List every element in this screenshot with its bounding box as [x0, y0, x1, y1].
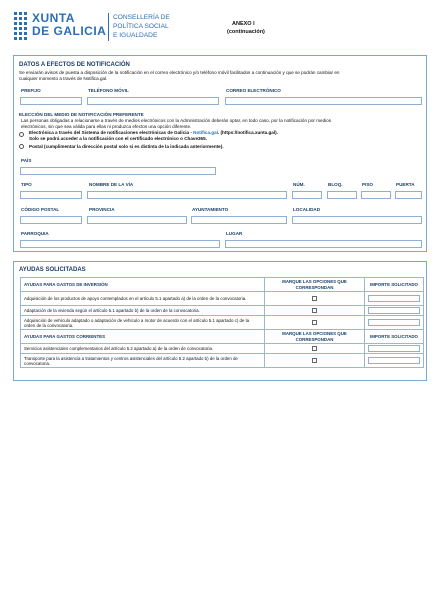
phone-label: TELÉFONO MÓVIL — [88, 88, 129, 93]
electronic-radio[interactable] — [19, 132, 24, 137]
page-header — [14, 10, 424, 46]
department-name: CONSELLERÍA DE POLÍTICA SOCIAL E IGUALDADE — [113, 14, 170, 40]
type-field[interactable] — [20, 191, 82, 199]
phone-field[interactable] — [87, 97, 219, 105]
logo-name: XUNTA DE GALICIA — [32, 11, 107, 38]
electronic-option-note: Solo se podrá acceder a la notificación con el certificado electrónico o Chave365. — [29, 136, 207, 141]
province-label: PROVINCIA — [89, 207, 115, 212]
option-checkbox[interactable] — [312, 308, 317, 313]
medio-text: Las personas obligadas a relacionarse a través de medios electrónicos con la Administración deberán optar, en todo caso, por la notificación por medios — [21, 118, 332, 123]
table-row — [21, 344, 424, 354]
option-checkbox[interactable] — [312, 358, 317, 363]
section-title: DATOS A EFECTOS DE NOTIFICACIÓN — [19, 62, 130, 68]
row-description: Adquisición de vehículo adaptado o adaptación de vehículo a motor de acuerdo con el artículo 5.1 apartado c) de la orden de la convocatoria. — [21, 316, 265, 330]
door-field[interactable] — [395, 191, 422, 199]
amount-header: IMPORTE SOLICITADO — [365, 330, 424, 344]
table-header-row — [21, 330, 424, 344]
place-field[interactable] — [225, 240, 422, 248]
options-header: MARQUE LAS OPCIONES QUE CORRESPONDAN — [265, 330, 365, 344]
locality-label: LOCALIDAD — [293, 207, 321, 212]
amount-header: IMPORTE SOLICITADO — [365, 278, 424, 292]
country-label: PAÍS — [21, 158, 32, 163]
notification-intro: cualquier momento a través de Notifica.gal. — [19, 76, 108, 81]
block-field[interactable] — [327, 191, 357, 199]
door-label: PUERTA — [396, 182, 415, 187]
prefix-label: PREFIJO — [21, 88, 41, 93]
floor-field[interactable] — [361, 191, 391, 199]
municipality-field[interactable] — [191, 216, 287, 224]
medio-text: electrónicos, sin que sea válida para ellas ni produzca efectos una opción diferente. — [21, 124, 192, 129]
municipality-label: AYUNTAMIENTO — [192, 207, 229, 212]
amount-field[interactable] — [368, 295, 420, 302]
medio-title: ELECCIÓN DEL MEDIO DE NOTIFICACIÓN PREFERENTE — [19, 112, 144, 117]
table-row — [21, 316, 424, 330]
notifica-link[interactable]: Notifica.gal — [193, 130, 218, 135]
block-label: BLOQ. — [328, 182, 343, 187]
option-checkbox[interactable] — [312, 346, 317, 351]
postal-option-label: Postal (cumplimentar la dirección postal solo si es distinta de la indicada anteriormente). — [29, 144, 224, 149]
amount-field[interactable] — [368, 307, 420, 314]
postal-code-field[interactable] — [20, 216, 82, 224]
postal-code-label: CÓDIGO POSTAL — [21, 207, 60, 212]
table-row — [21, 354, 424, 368]
table-row — [21, 292, 424, 306]
section-title: AYUDAS SOLICITADAS — [19, 267, 86, 273]
annex-title: ANEXO I — [232, 21, 255, 27]
street-label: NOMBRE DE LA VÍA — [89, 182, 134, 187]
province-field[interactable] — [87, 216, 187, 224]
xunta-logo-icon — [14, 12, 28, 42]
inversion-header: AYUDAS PARA GASTOS DE INVERSIÓN — [21, 278, 265, 292]
annex-continuation: (continuación) — [227, 29, 265, 35]
amount-field[interactable] — [368, 319, 420, 326]
options-header: MARQUE LAS OPCIONES QUE CORRESPONDAN — [265, 278, 365, 292]
corrientes-header: AYUDAS PARA GASTOS CORRIENTES — [21, 330, 265, 344]
amount-field[interactable] — [368, 345, 420, 352]
number-field[interactable] — [292, 191, 322, 199]
option-checkbox[interactable] — [312, 296, 317, 301]
locality-field[interactable] — [292, 216, 422, 224]
floor-label: PISO — [362, 182, 373, 187]
table-header-row — [21, 278, 424, 292]
electronic-option-label: Electrónica a través del Sistema de notificaciones electrónicas de Galicia - Notifica.gal. (https://notifica.xunta.gal). — [29, 130, 278, 135]
place-label: LUGAR — [226, 231, 243, 236]
street-field[interactable] — [87, 191, 287, 199]
notification-intro: Se enviarán avisos de puesta a disposición de la notificación en el correo electrónico y/o teléfono móvil facilitados a continuación y que se podrán cambiar en — [19, 70, 340, 75]
row-description: Adquisición de los productos de apoyo contemplados en el artículo 5.1 apartado a) de la orden de la convocatoria. — [21, 292, 265, 306]
type-label: TIPO — [21, 182, 32, 187]
logo-divider — [108, 13, 109, 41]
aid-table — [20, 277, 424, 368]
number-label: NÚM. — [293, 182, 305, 187]
option-checkbox[interactable] — [312, 320, 317, 325]
country-field[interactable] — [20, 167, 216, 175]
row-description: Adaptación de la vivienda según el artículo 5.1 apartado b) de la orden de la convocatoria. — [21, 306, 265, 316]
prefix-field[interactable] — [20, 97, 82, 105]
parish-field[interactable] — [20, 240, 220, 248]
notification-section — [13, 55, 427, 252]
email-field[interactable] — [225, 97, 422, 105]
parish-label: PARROQUIA — [21, 231, 49, 236]
row-description: Servicios asistenciales complementarios del artículo 5.2 apartado a) de la orden de convocatoria. — [21, 344, 265, 354]
postal-radio[interactable] — [19, 144, 24, 149]
email-label: CORREO ELECTRÓNICO — [226, 88, 281, 93]
amount-field[interactable] — [368, 357, 420, 364]
row-description: Transporte para la asistencia a tratamientos y centros asistenciales del artículo 5.2 apartado b) de la orden de convocatoria. — [21, 354, 265, 368]
aid-section — [13, 261, 427, 381]
table-row — [21, 306, 424, 316]
